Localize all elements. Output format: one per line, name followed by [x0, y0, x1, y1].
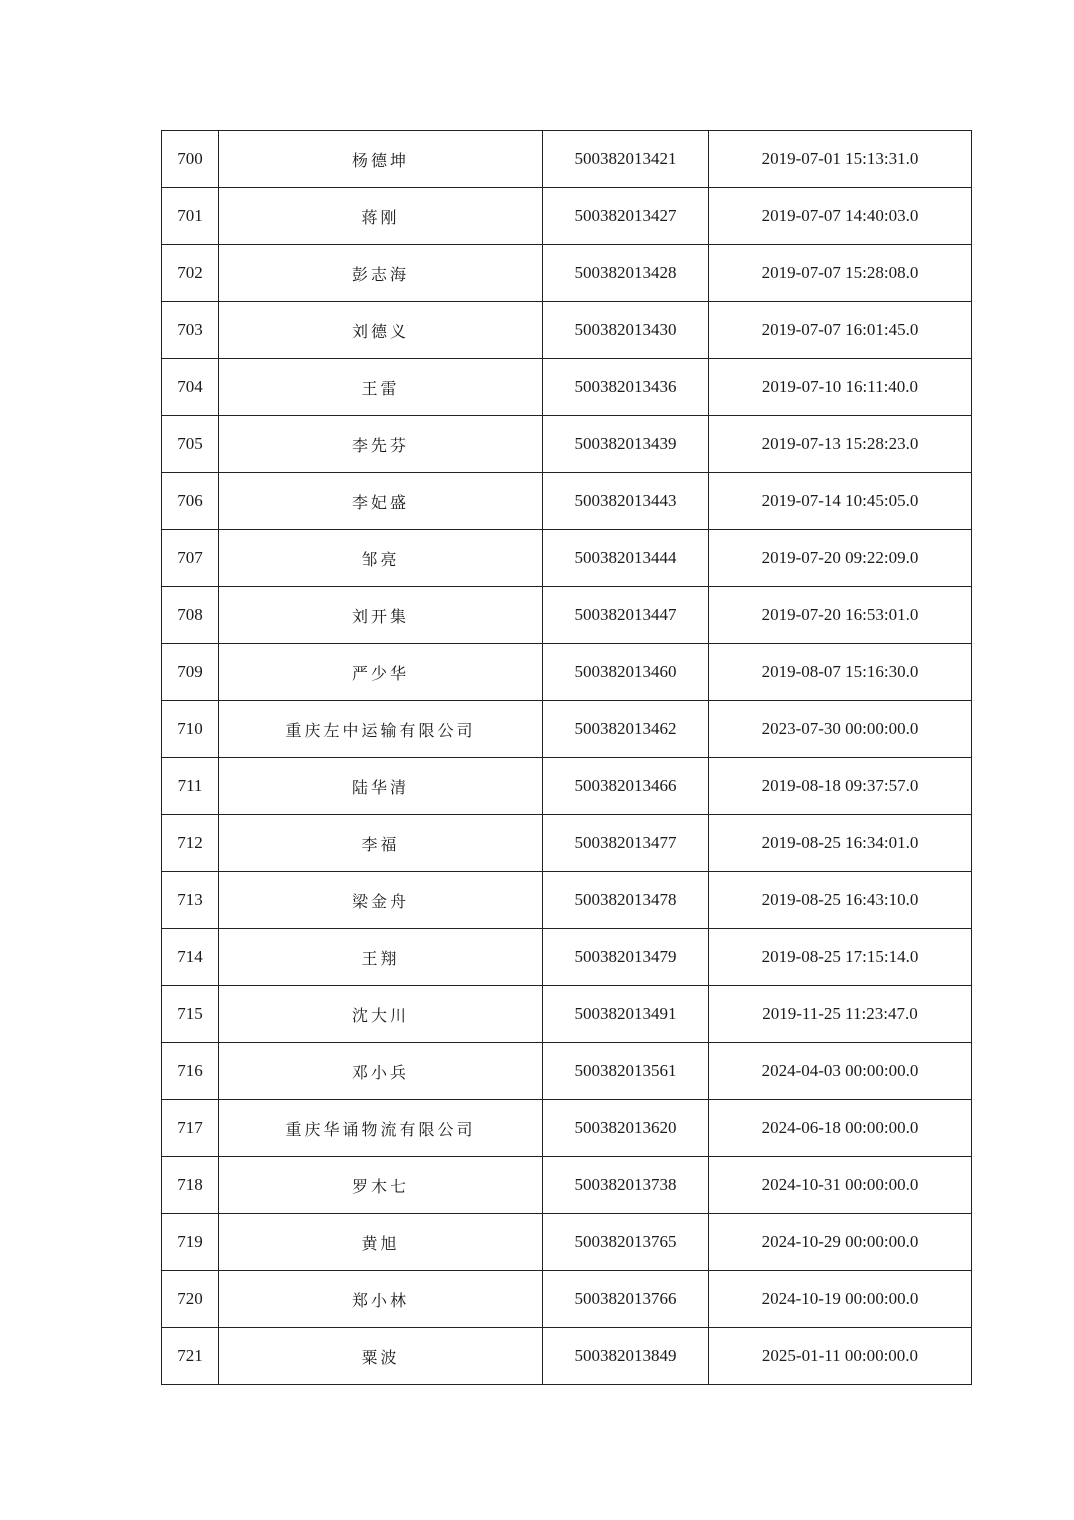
row-index-cell: 707: [162, 530, 219, 587]
row-index-cell: 721: [162, 1328, 219, 1385]
row-name-cell: 王翔: [219, 929, 543, 986]
row-code-cell: 500382013491: [543, 986, 709, 1043]
row-code-cell: 500382013447: [543, 587, 709, 644]
row-time-cell: 2019-07-07 14:40:03.0: [709, 188, 972, 245]
row-name-cell: 蒋刚: [219, 188, 543, 245]
row-index-cell: 714: [162, 929, 219, 986]
row-name-cell: 罗木七: [219, 1157, 543, 1214]
row-code-cell: 500382013421: [543, 131, 709, 188]
row-name-cell: 李福: [219, 815, 543, 872]
row-time-cell: 2019-11-25 11:23:47.0: [709, 986, 972, 1043]
row-code-cell: 500382013561: [543, 1043, 709, 1100]
row-code-cell: 500382013849: [543, 1328, 709, 1385]
row-code-cell: 500382013620: [543, 1100, 709, 1157]
table-row: [162, 1157, 972, 1214]
table-row: [162, 188, 972, 245]
row-time-cell: 2019-08-18 09:37:57.0: [709, 758, 972, 815]
table-row: [162, 131, 972, 188]
table-row: [162, 701, 972, 758]
row-name-cell: 黄旭: [219, 1214, 543, 1271]
row-time-cell: 2024-06-18 00:00:00.0: [709, 1100, 972, 1157]
row-time-cell: 2019-07-20 09:22:09.0: [709, 530, 972, 587]
row-index-cell: 711: [162, 758, 219, 815]
row-name-cell: 沈大川: [219, 986, 543, 1043]
row-index-cell: 700: [162, 131, 219, 188]
table-row: [162, 1043, 972, 1100]
row-name-cell: 陆华清: [219, 758, 543, 815]
row-index-cell: 713: [162, 872, 219, 929]
row-time-cell: 2019-08-07 15:16:30.0: [709, 644, 972, 701]
row-index-cell: 715: [162, 986, 219, 1043]
table-row: [162, 1100, 972, 1157]
table-row: [162, 245, 972, 302]
row-index-cell: 703: [162, 302, 219, 359]
table-row: [162, 1271, 972, 1328]
row-time-cell: 2024-10-31 00:00:00.0: [709, 1157, 972, 1214]
row-code-cell: 500382013444: [543, 530, 709, 587]
records-table-body: [162, 131, 972, 1385]
row-code-cell: 500382013462: [543, 701, 709, 758]
row-name-cell: 重庆华诵物流有限公司: [219, 1100, 543, 1157]
row-code-cell: 500382013738: [543, 1157, 709, 1214]
table-row: [162, 644, 972, 701]
row-index-cell: 719: [162, 1214, 219, 1271]
row-code-cell: 500382013765: [543, 1214, 709, 1271]
row-code-cell: 500382013466: [543, 758, 709, 815]
table-row: [162, 872, 972, 929]
table-row: [162, 473, 972, 530]
row-code-cell: 500382013430: [543, 302, 709, 359]
row-index-cell: 717: [162, 1100, 219, 1157]
row-code-cell: 500382013436: [543, 359, 709, 416]
row-index-cell: 704: [162, 359, 219, 416]
row-code-cell: 500382013478: [543, 872, 709, 929]
row-name-cell: 杨德坤: [219, 131, 543, 188]
row-time-cell: 2019-07-14 10:45:05.0: [709, 473, 972, 530]
table-row: [162, 929, 972, 986]
row-time-cell: 2019-08-25 16:43:10.0: [709, 872, 972, 929]
table-row: [162, 416, 972, 473]
row-index-cell: 708: [162, 587, 219, 644]
row-code-cell: 500382013439: [543, 416, 709, 473]
row-time-cell: 2019-08-25 17:15:14.0: [709, 929, 972, 986]
row-index-cell: 720: [162, 1271, 219, 1328]
row-time-cell: 2019-07-07 16:01:45.0: [709, 302, 972, 359]
row-code-cell: 500382013460: [543, 644, 709, 701]
row-time-cell: 2019-07-13 15:28:23.0: [709, 416, 972, 473]
row-index-cell: 709: [162, 644, 219, 701]
table-row: [162, 302, 972, 359]
table-row: [162, 815, 972, 872]
table-row: [162, 986, 972, 1043]
table-row: [162, 1214, 972, 1271]
row-time-cell: 2019-08-25 16:34:01.0: [709, 815, 972, 872]
row-index-cell: 712: [162, 815, 219, 872]
row-name-cell: 彭志海: [219, 245, 543, 302]
row-name-cell: 严少华: [219, 644, 543, 701]
row-index-cell: 716: [162, 1043, 219, 1100]
row-time-cell: 2023-07-30 00:00:00.0: [709, 701, 972, 758]
row-code-cell: 500382013427: [543, 188, 709, 245]
row-index-cell: 718: [162, 1157, 219, 1214]
row-time-cell: 2024-10-19 00:00:00.0: [709, 1271, 972, 1328]
row-code-cell: 500382013477: [543, 815, 709, 872]
row-name-cell: 刘开集: [219, 587, 543, 644]
row-name-cell: 王雷: [219, 359, 543, 416]
row-time-cell: 2019-07-01 15:13:31.0: [709, 131, 972, 188]
table-row: [162, 359, 972, 416]
row-name-cell: 粟波: [219, 1328, 543, 1385]
row-code-cell: 500382013766: [543, 1271, 709, 1328]
table-row: [162, 587, 972, 644]
row-time-cell: 2024-10-29 00:00:00.0: [709, 1214, 972, 1271]
row-index-cell: 702: [162, 245, 219, 302]
row-time-cell: 2019-07-10 16:11:40.0: [709, 359, 972, 416]
row-time-cell: 2024-04-03 00:00:00.0: [709, 1043, 972, 1100]
table-row: [162, 758, 972, 815]
row-name-cell: 郑小林: [219, 1271, 543, 1328]
row-name-cell: 李先芬: [219, 416, 543, 473]
row-name-cell: 邓小兵: [219, 1043, 543, 1100]
row-index-cell: 705: [162, 416, 219, 473]
row-time-cell: 2025-01-11 00:00:00.0: [709, 1328, 972, 1385]
row-index-cell: 706: [162, 473, 219, 530]
row-name-cell: 邹亮: [219, 530, 543, 587]
records-table: [161, 130, 972, 1385]
row-name-cell: 李妃盛: [219, 473, 543, 530]
row-code-cell: 500382013443: [543, 473, 709, 530]
table-row: [162, 1328, 972, 1385]
row-name-cell: 梁金舟: [219, 872, 543, 929]
row-index-cell: 710: [162, 701, 219, 758]
table-row: [162, 530, 972, 587]
row-time-cell: 2019-07-07 15:28:08.0: [709, 245, 972, 302]
row-name-cell: 重庆左中运输有限公司: [219, 701, 543, 758]
row-name-cell: 刘德义: [219, 302, 543, 359]
row-index-cell: 701: [162, 188, 219, 245]
row-code-cell: 500382013479: [543, 929, 709, 986]
row-time-cell: 2019-07-20 16:53:01.0: [709, 587, 972, 644]
row-code-cell: 500382013428: [543, 245, 709, 302]
